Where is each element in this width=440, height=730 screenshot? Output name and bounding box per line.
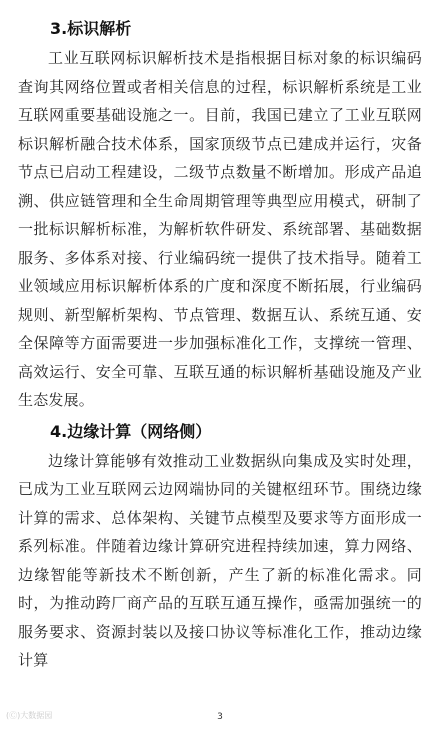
section-paragraph-identifier-resolution: 工业互联网标识解析技术是指根据目标对象的标识编码查询其网络位置或者相关信息的过程，标识解析系统是工业互联网重要基础设施之一。目前，我国已建立了工业互联网标识解析融合技术体系，国家顶级节点已建成并运行，灾备节点已启动工程建设，二级节点数量不断增加。形成产品追溯、供应链管理和全生命周期管理等典型应用模式，研制了一批标识解析标准，为解析软件研发、系统部署、基础数据服务、多体系对接、行业编码统一提供了技术指导。随着工业领域应用标识解析体系的广度和深度不断拓展，行业编码规则、新型解析架构、节点管理、数据互认、系统互通、安全保障等方面需要进一步加强标准化工作，支撑统一管理、高效运行、安全可靠、互联互通的标识解析基础设施及产业生态发展。 [18, 49, 422, 409]
page-number: 3 [217, 712, 223, 722]
watermark-logo: (Ⓒ)大数据园 [6, 711, 53, 720]
page-content [18, 14, 422, 675]
section-heading-edge-computing: 4.边缘计算（网络侧） [50, 421, 212, 441]
section-paragraph-edge-computing: 边缘计算能够有效推动工业数据纵向集成及实时处理，已成为工业互联网云边网端协同的关键枢纽环节。围绕边缘计算的需求、总体架构、关键节点模型及要求等方面形成一系列标准。伴随着边缘计算研究进程持续加速，算力网络、边缘智能等新技术不断创新，产生了新的标准化需求。同时，为推动跨厂商产品的互联互通互操作，亟需加强统一的服务要求、资源封装以及接口协议等标准化工作，推动边缘计算 [18, 451, 422, 669]
section-heading-identifier-resolution: 3.标识解析 [50, 19, 132, 38]
